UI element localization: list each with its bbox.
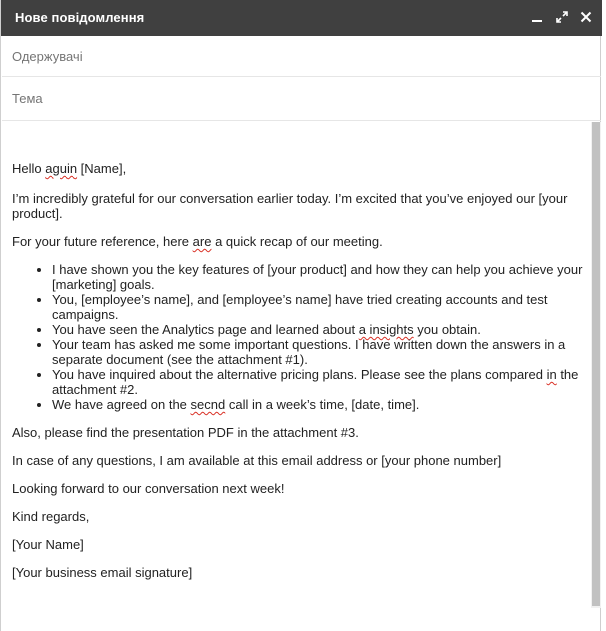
minimize-icon[interactable] <box>530 10 544 24</box>
spelling-error[interactable]: aguin <box>45 161 78 176</box>
grammar-error[interactable]: a insights <box>358 322 414 337</box>
message-body[interactable] <box>2 122 589 631</box>
paragraph-recap-intro: For your future reference, here are a quick recap of our meeting. <box>12 234 383 249</box>
subject-field[interactable] <box>2 79 601 121</box>
recipients-placeholder: Одержувачі <box>12 49 83 64</box>
email-signature: [Your business email signature] <box>12 565 193 580</box>
list-item: • We have agreed on the secnd call in a week’s time, [date, time]. <box>52 397 589 412</box>
greeting-line: Hello aguin [Name], <box>12 161 127 176</box>
subject-placeholder: Тема <box>12 91 43 106</box>
list-item: • You, [employee’s name], and [employee’s name] have tried creating accounts and test campaigns. <box>52 292 589 322</box>
closing-line: Kind regards, <box>12 509 90 524</box>
scrollbar-thumb[interactable] <box>592 122 600 606</box>
grammar-error[interactable]: are <box>192 234 212 249</box>
sender-name: [Your Name] <box>12 537 84 552</box>
paragraph-contact: In case of any questions, I am available at this email address or [your phone number] <box>12 453 502 468</box>
close-icon[interactable] <box>579 10 593 24</box>
paragraph-gratitude: I’m incredibly grateful for our conversation earlier today. I’m excited that you’ve enjoyed our [your product]. <box>12 191 568 221</box>
recap-list <box>12 262 589 412</box>
compose-titlebar[interactable] <box>1 0 602 36</box>
list-item: • You have seen the Analytics page and learned about a insights you obtain. <box>52 322 589 337</box>
list-item: • You have inquired about the alternative pricing plans. Please see the plans compared in the attachment #2. <box>52 367 589 397</box>
grammar-error[interactable]: in <box>546 367 557 382</box>
compose-title: Нове повідомлення <box>15 10 145 25</box>
spelling-error[interactable]: secnd <box>190 397 226 412</box>
paragraph-attachment: Also, please find the presentation PDF in the attachment #3. <box>12 425 359 440</box>
list-item: • Your team has asked me some important questions. I have written down the answers in a separate document (see the attachment #1). <box>52 337 589 367</box>
body-scrollbar[interactable] <box>591 122 601 608</box>
expand-icon[interactable] <box>555 10 569 24</box>
list-item: • I have shown you the key features of [your product] and how they can help you achieve your [marketing] goals. <box>52 262 589 292</box>
paragraph-looking-forward: Looking forward to our conversation next week! <box>12 481 285 496</box>
recipients-field[interactable] <box>2 37 601 77</box>
